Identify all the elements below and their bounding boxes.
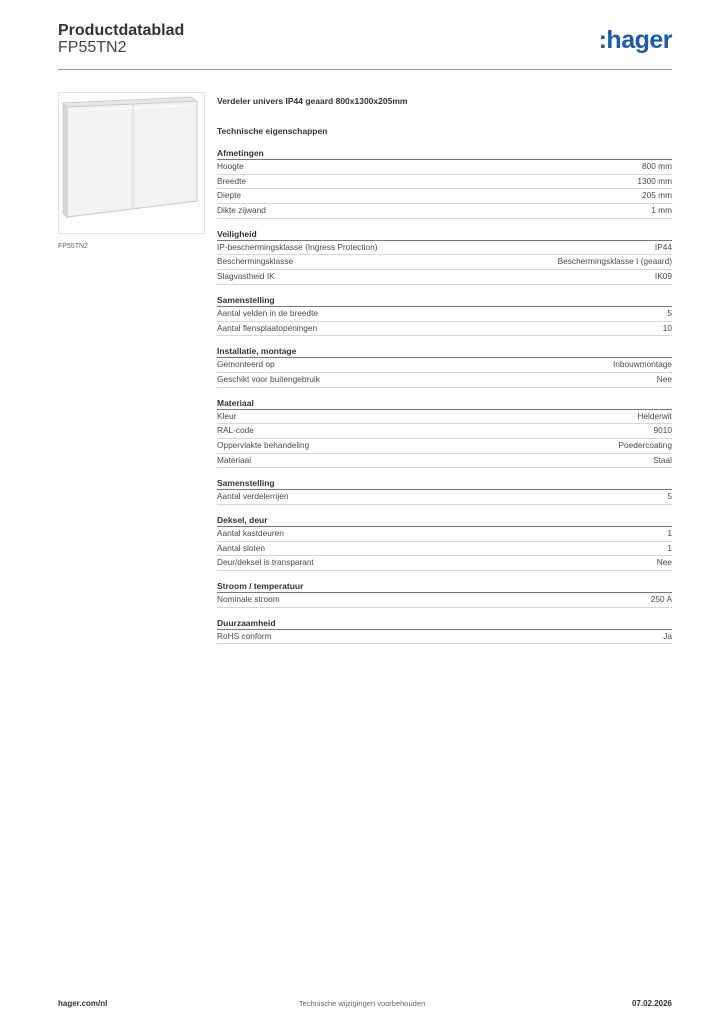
spec-row [217, 373, 672, 388]
spec-label: Slagvastheid IK [217, 271, 275, 282]
spec-value: Nee [656, 373, 672, 384]
spec-label: Materiaal [217, 454, 252, 465]
spec-row [217, 424, 672, 439]
spec-section [217, 580, 672, 608]
spec-value: 1 [667, 542, 672, 553]
section-title: Veiligheid [217, 228, 672, 241]
product-image [58, 92, 205, 234]
spec-value: Staal [653, 454, 672, 465]
hager-logo: :hager [598, 26, 672, 54]
spec-label: Breedte [217, 175, 247, 186]
spec-row [217, 410, 672, 425]
specifications [217, 94, 672, 644]
spec-row [217, 175, 672, 190]
spec-value: IK09 [654, 271, 672, 282]
spec-value: Beschermingsklasse I (geaard) [557, 256, 672, 267]
spec-row [217, 270, 672, 285]
spec-section [217, 617, 672, 645]
spec-value: 10 [662, 322, 672, 333]
spec-value: 9010 [653, 425, 672, 436]
spec-value: Helderwit [637, 410, 672, 421]
spec-row [217, 454, 672, 469]
spec-value: IP44 [654, 241, 672, 252]
product-code: FP55TN2 [58, 39, 127, 56]
section-title: Deksel, deur [217, 514, 672, 527]
spec-value: Nee [656, 557, 672, 568]
spec-value: 250 A [650, 594, 672, 605]
spec-section [217, 397, 672, 469]
spec-row [217, 255, 672, 270]
spec-section [217, 514, 672, 571]
spec-row [217, 322, 672, 337]
spec-row [217, 556, 672, 571]
spec-value: Inbouwmontage [612, 359, 672, 370]
spec-value: Ja [663, 630, 672, 641]
spec-section [217, 345, 672, 387]
technical-properties-title: Technische eigenschappen [217, 126, 328, 136]
spec-label: Beschermingsklasse [217, 256, 294, 267]
spec-row [217, 630, 672, 645]
spec-row [217, 439, 672, 454]
spec-row [217, 204, 672, 219]
spec-label: Aantal sloten [217, 542, 265, 553]
spec-label: Nominale stroom [217, 594, 280, 605]
spec-label: Aantal verdelerrijen [217, 491, 289, 502]
spec-label: Geschikt voor buitengebruik [217, 373, 320, 384]
section-title: Samenstelling [217, 477, 672, 490]
spec-label: Kleur [217, 410, 237, 421]
spec-label: Aantal flensplaatopeningen [217, 322, 318, 333]
spec-label: Dikte zijwand [217, 205, 266, 216]
footer-date: 07.02.2026 [631, 999, 672, 1008]
spec-row [217, 160, 672, 175]
section-title: Installatie, montage [217, 345, 672, 358]
spec-label: Hoogte [217, 161, 244, 171]
spec-label: IP-beschermingsklasse (Ingress Protection) [217, 241, 378, 252]
spec-row [217, 189, 672, 204]
spec-value: Poedercoating [618, 439, 672, 450]
spec-label: RAL-code [217, 425, 254, 436]
spec-section [217, 147, 672, 219]
spec-row [217, 307, 672, 322]
spec-section [217, 477, 672, 505]
section-title: Samenstelling [217, 294, 672, 307]
spec-value: 1300 mm [637, 175, 672, 186]
spec-row [217, 527, 672, 542]
spec-label: Oppervlakte behandeling [217, 439, 310, 450]
spec-section [217, 228, 672, 285]
spec-row [217, 593, 672, 608]
header-divider [58, 69, 672, 70]
spec-label: Diepte [217, 190, 241, 201]
spec-value: 1 [667, 528, 672, 538]
spec-row [217, 490, 672, 505]
section-title: Stroom / temperatuur [217, 580, 672, 593]
product-name: Verdeler univers IP44 geaard 800x1300x205mm [217, 96, 408, 106]
footer-website: hager.com/nl [58, 999, 108, 1008]
footer-disclaimer: Technische wijzigingen voorbehouden [298, 999, 426, 1008]
spec-label: Aantal velden in de breedte [217, 307, 319, 318]
spec-label: Gemonteerd op [217, 359, 275, 370]
spec-value: 1 mm [651, 205, 672, 216]
spec-row [217, 241, 672, 256]
spec-sections [217, 147, 672, 644]
section-title: Afmetingen [217, 147, 672, 160]
distribution-cabinet-icon [59, 93, 204, 233]
spec-label: Aantal kastdeuren [217, 528, 284, 538]
image-caption: FP55TN2 [58, 243, 88, 250]
spec-row [217, 358, 672, 373]
section-title: Duurzaamheid [217, 617, 672, 630]
spec-row [217, 542, 672, 557]
spec-value: 205 mm [642, 190, 672, 201]
page-title: Productdatablad [58, 22, 185, 39]
spec-value: 5 [667, 307, 672, 318]
spec-value: 800 mm [642, 161, 672, 171]
section-title: Materiaal [217, 397, 672, 410]
spec-label: Deur/deksel is transparant [217, 557, 314, 568]
spec-section [217, 294, 672, 336]
spec-label: RoHS conform [217, 630, 272, 641]
spec-value: 5 [667, 491, 672, 502]
